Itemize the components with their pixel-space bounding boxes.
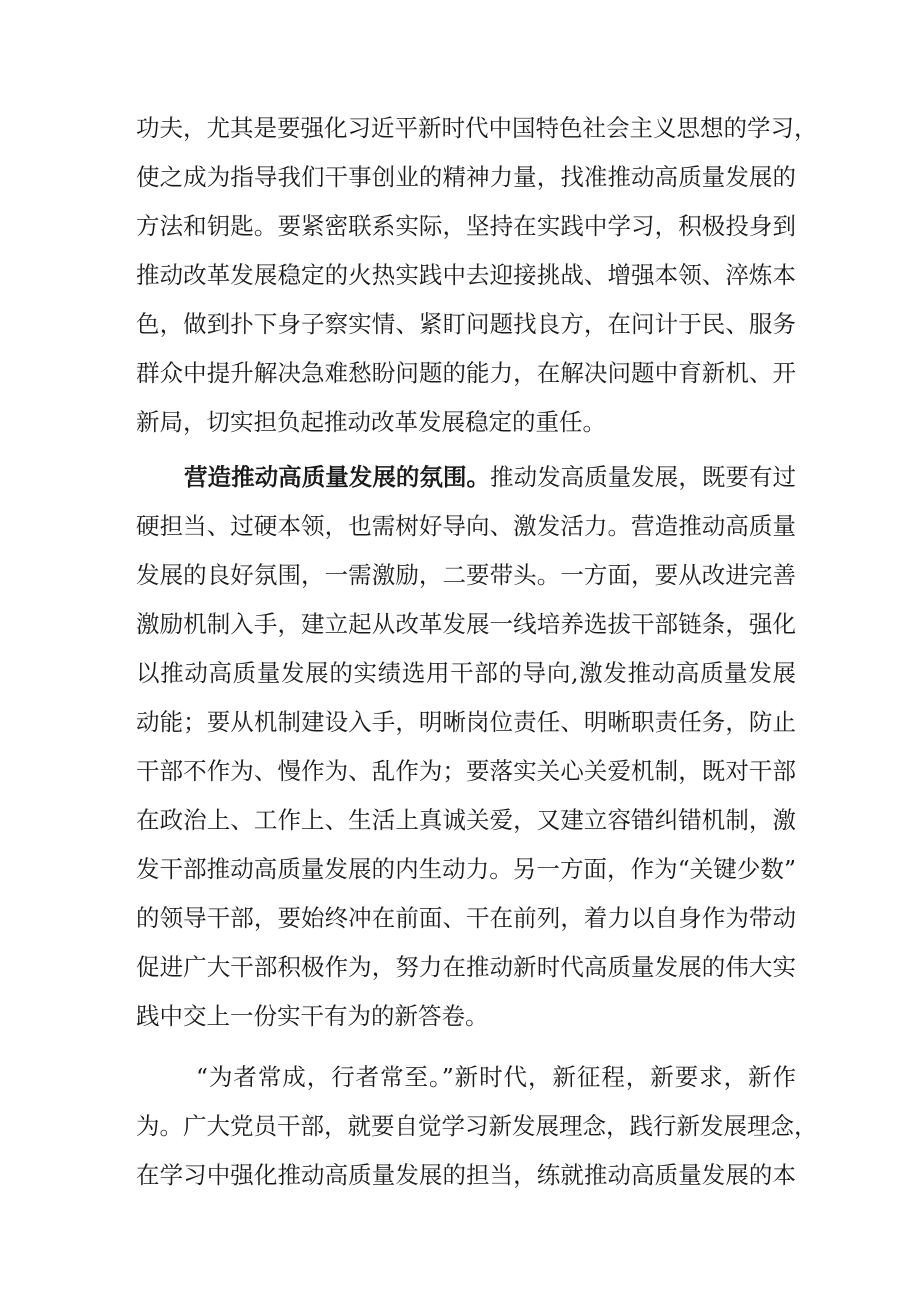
paragraph-1: [136, 104, 818, 447]
paragraph-3: [136, 1053, 818, 1200]
paragraph-first-line: [136, 453, 796, 502]
paragraph-line: 方法和钥匙。要紧密联系实际，坚持在实践中学习，积极投身到: [136, 212, 796, 240]
paragraph-line: 硬担当、过硬本领，也需树好导向、激发活力。营造推动高质量: [136, 512, 796, 540]
paragraph-line: 新局，切实担负起推动改革发展稳定的重任。: [136, 408, 606, 436]
paragraph-line: 功夫，尤其是要强化习近平新时代中国特色社会主义思想的学习，: [136, 114, 818, 142]
paragraph-line: 群众中提升解决急难愁盼问题的能力，在解决问题中育新机、开: [136, 359, 796, 387]
paragraph-text: 推动发高质量发展，既要有过: [490, 463, 797, 491]
paragraph-line: 色，做到扑下身子察实情、紧盯问题找良方，在问计于民、服务: [136, 310, 796, 338]
paragraph-line: 以推动高质量发展的实绩选用干部的导向,激发推动高质量发展: [136, 659, 796, 687]
paragraph-line: 为。广大党员干部，就要自觉学习新发展理念，践行新发展理念，: [136, 1112, 818, 1140]
paragraph-line: 践中交上一份实干有为的新答卷。: [136, 1002, 489, 1030]
body-text: [136, 104, 818, 1200]
paragraph-line: 推动改革发展稳定的火热实践中去迎接挑战、增强本领、淬炼本: [136, 261, 796, 289]
section-heading: 营造推动高质量发展的氛围。: [184, 463, 491, 491]
paragraph-line: 促进广大干部积极作为，努力在推动新时代高质量发展的伟大实: [136, 953, 796, 981]
paragraph-line: 动能；要从机制建设入手，明晰岗位责任、明晰职责任务，防止: [136, 708, 796, 736]
paragraph-line: 发干部推动高质量发展的内生动力。另一方面，作为“关键少数”: [136, 855, 796, 883]
paragraph-line: 发展的良好氛围，一需激励，二要带头。一方面，要从改进完善: [136, 561, 796, 589]
paragraph-line: 激励机制入手，建立起从改革发展一线培养选拔干部链条，强化: [136, 610, 796, 638]
paragraph-line: 干部不作为、慢作为、乱作为；要落实关心关爱机制，既对干部: [136, 757, 796, 785]
paragraph-line: 的领导干部，要始终冲在前面、干在前列，着力以自身作为带动: [136, 904, 796, 932]
paragraph-first-line: “为者常成，行者常至。”新时代，新征程，新要求，新作: [196, 1063, 796, 1091]
paragraph-line: 在学习中强化推动高质量发展的担当，练就推动高质量发展的本: [136, 1161, 796, 1189]
paragraph-2: [136, 453, 796, 1041]
paragraph-line: 使之成为指导我们干事创业的精神力量，找准推动高质量发展的: [136, 163, 796, 191]
paragraph-line: 在政治上、工作上、生活上真诚关爱，又建立容错纠错机制，激: [136, 806, 796, 834]
